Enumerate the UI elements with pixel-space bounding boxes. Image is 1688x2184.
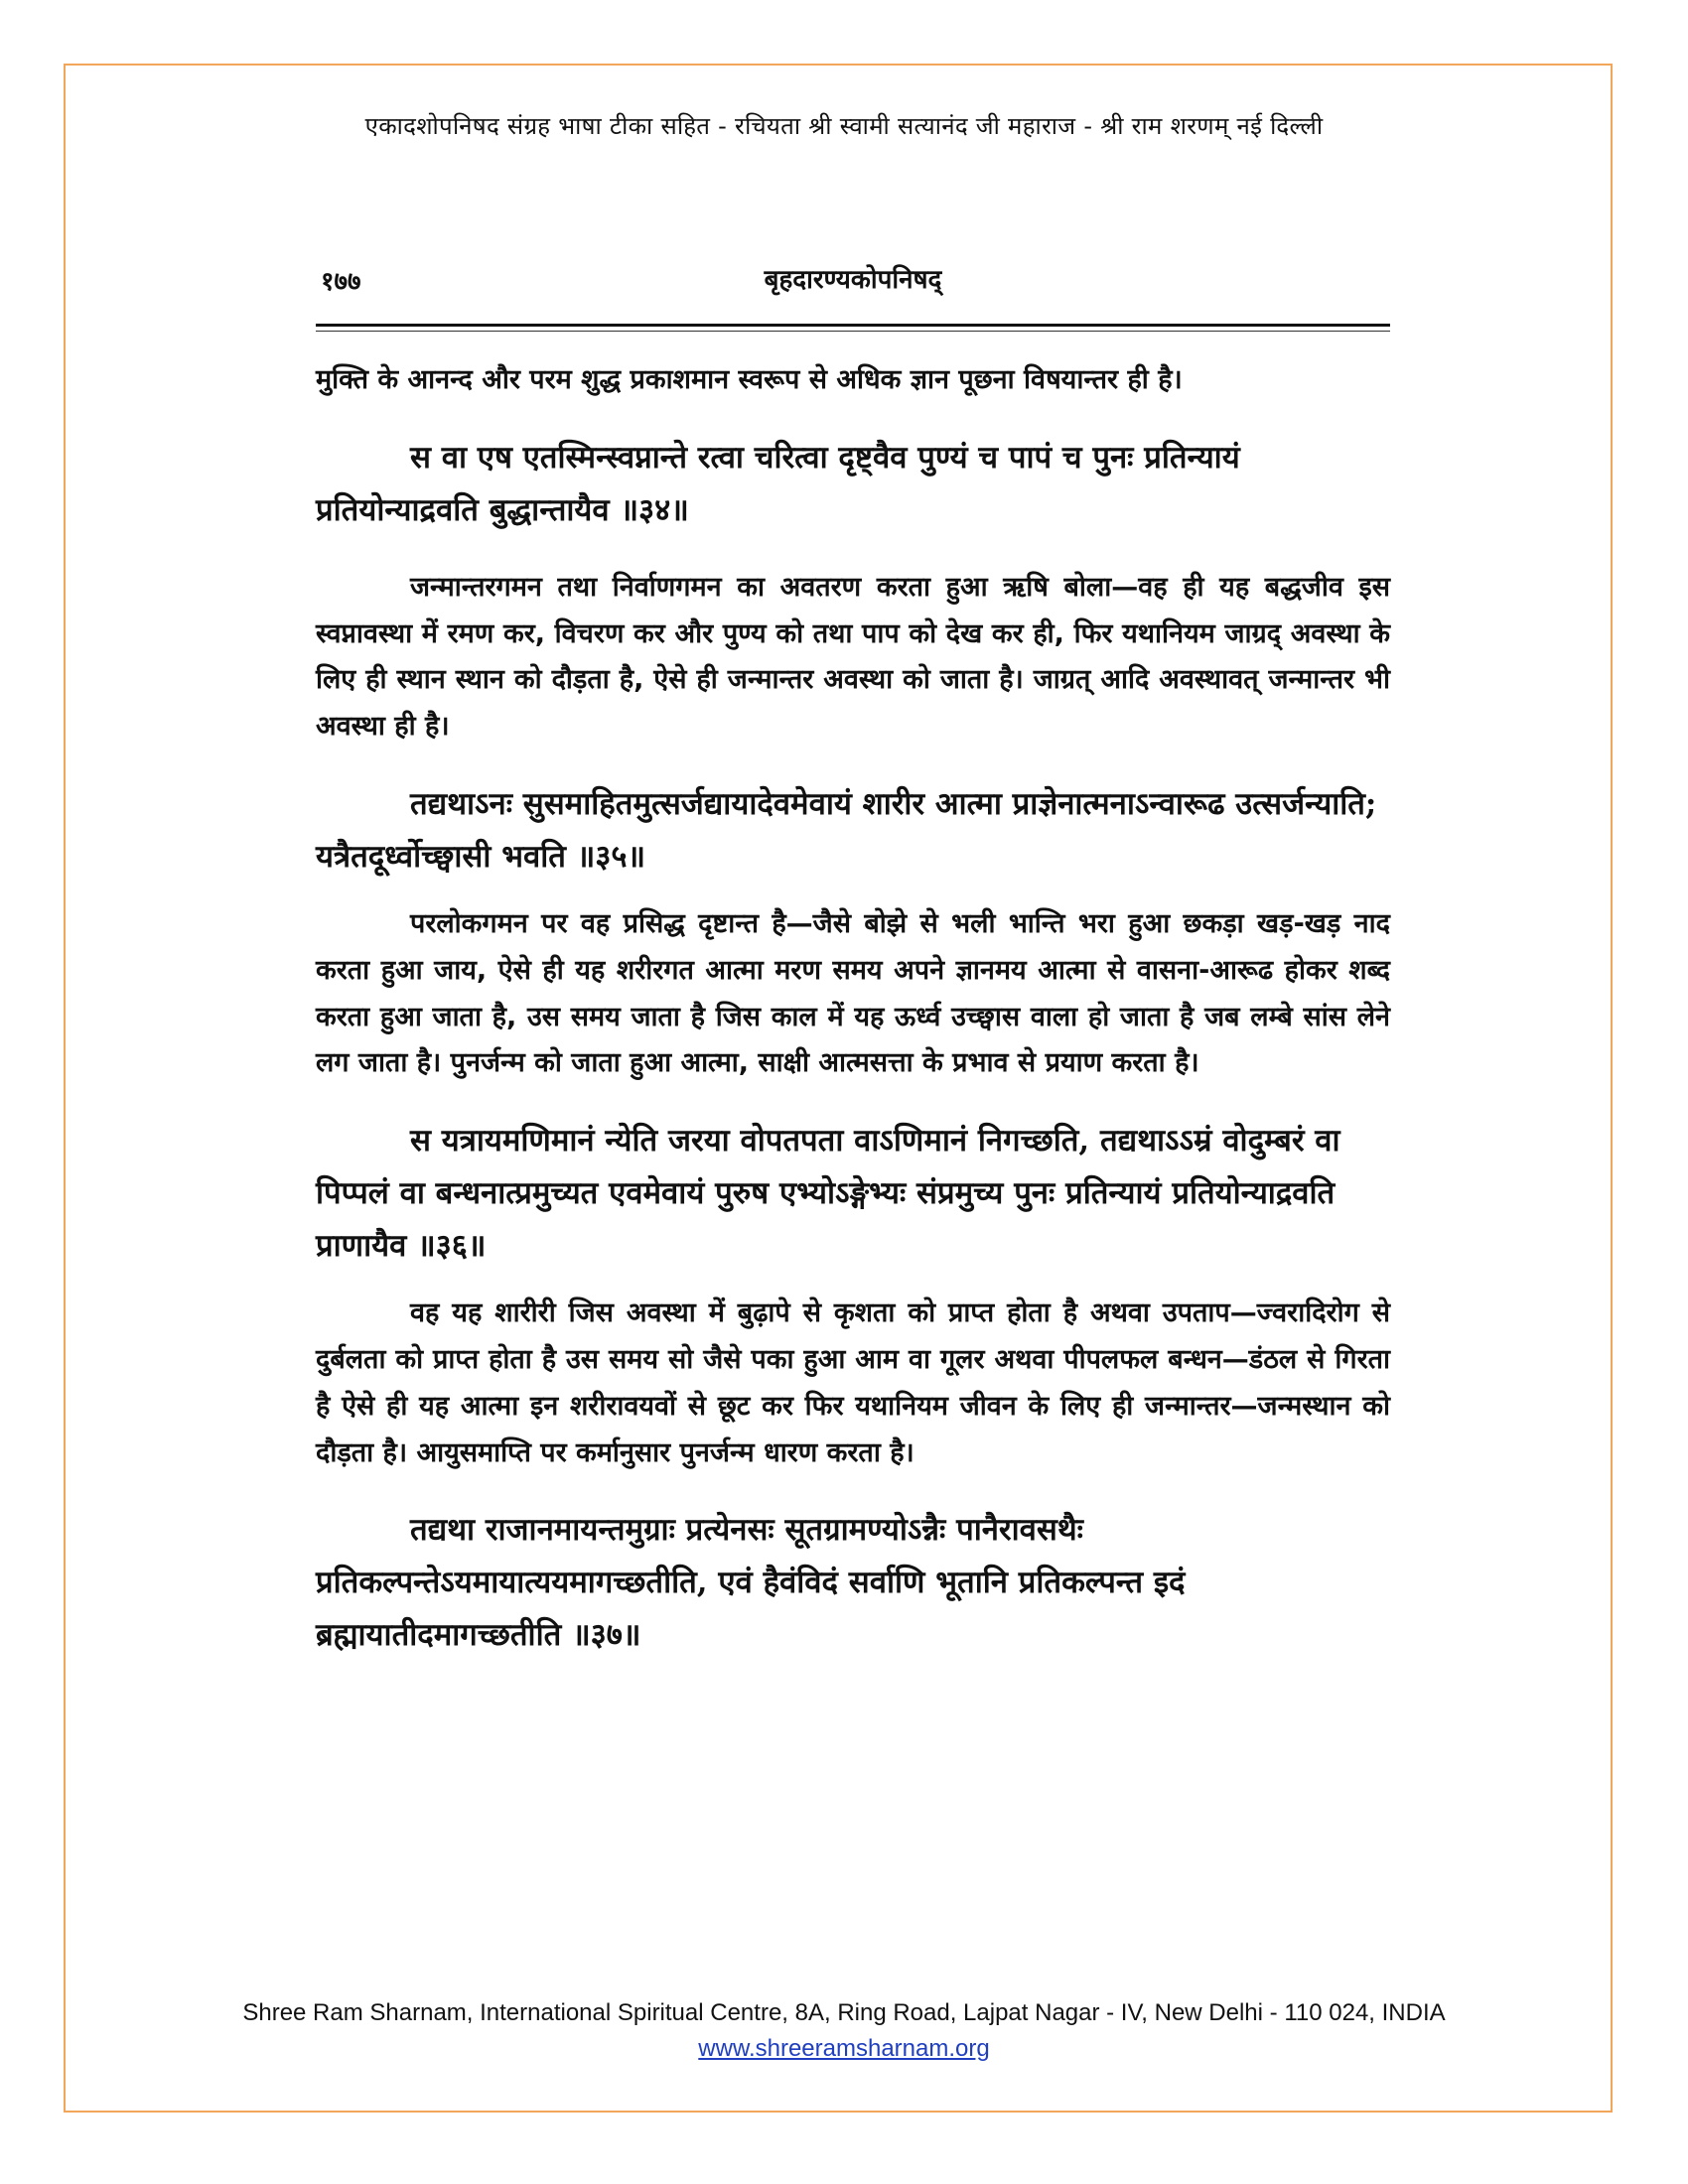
website-link[interactable]: www.shreeramsharnam.org (698, 2035, 990, 2062)
page-number: १७७ (321, 267, 361, 297)
commentary-paragraph: मुक्ति के आनन्द और परम शुद्ध प्रकाशमान स्वरूप से अधिक ज्ञान पूछना विषयान्तर ही है। (316, 364, 1183, 395)
footer-address: Shree Ram Sharnam, International Spiritual Centre, 8A, Ring Road, Lajpat Nagar - IV, New Delhi - 110 024, INDIA (242, 1999, 1446, 2026)
sanskrit-verse: तद्यथा राजानमायन्तमुग्राः प्रत्येनसः सूतग्रामण्योऽन्नैः पानैरावसथैः प्रतिकल्पन्तेऽयमायात्ययमागच्छतीति, एवं हैवंविदं सर्वाणि भूतानि प्रतिकल्पन्त इदं ब्रह्मायातीदमागच्छतीति ॥३७॥ (316, 1512, 1186, 1654)
document-header: एकादशोपनिषद संग्रह भाषा टीका सहित - रचियता श्री स्वामी सत्यानंद जी महाराज - श्री राम शरणम् नई दिल्ली (364, 112, 1324, 140)
running-head (316, 254, 1390, 304)
sanskrit-verse: स यत्रायमणिमानं न्येति जरया वोपतपता वाऽणिमानं निगच्छति, तद्यथाऽऽम्रं वोदुम्बरं वा पिप्पलं वा बन्धनात्प्रमुच्यत एवमेवायं पुरुष एभ्योऽङ्गेभ्यः संप्रमुच्य पुनः प्रतिन्यायं प्रतियोन्याद्रवति प्राणायैव ॥३६॥ (316, 1123, 1340, 1265)
header-rule (316, 324, 1390, 327)
commentary-paragraph: परलोकगमन पर वह प्रसिद्ध दृष्टान्त है—जैसे बोझे से भली भान्ति भरा हुआ छकड़ा खड़-खड़ नाद करता हुआ जाय, ऐसे ही यह शरीरगत आत्मा मरण समय अपने ज्ञानमय आत्मा से वासना-आरूढ होकर शब्द करता हुआ जाता है, उस समय जाता है जिस काल में यह ऊर्ध्व उच्छ्वास वाला हो जाता है जब लम्बे सांस लेने लग जाता है। पुनर्जन्म को जाता हुआ आत्मा, साक्षी आत्मसत्ता के प्रभाव से प्रयाण करता है। (316, 907, 1390, 1079)
sanskrit-verse: तद्यथाऽनः सुसमाहितमुत्सर्जद्यायादेवमेवायं शारीर आत्मा प्राज्ञेनात्मनाऽन्वारूढ उत्सर्जन्याति; यत्रैतदूर्ध्वोच्छ्वासी भवति ॥३५॥ (316, 785, 1377, 875)
sanskrit-verse: स वा एष एतस्मिन्स्वप्नान्ते रत्वा चरित्वा दृष्ट्वैव पुण्यं च पापं च पुनः प्रतिन्यायं प्रतियोन्याद्रवति बुद्धान्तायैव ॥३४॥ (316, 439, 1240, 528)
scanned-page (316, 254, 1390, 1662)
running-title: बृहदारण्यकोपनिषद् (764, 265, 942, 295)
commentary-paragraph: वह यह शारीरी जिस अवस्था में बुढ़ापे से कृशता को प्राप्त होता है अथवा उपताप—ज्वरादिरोग से दुर्बलता को प्राप्त होता है उस समय सो जैसे पका हुआ आम वा गूलर अथवा पीपलफल बन्धन—डंठल से गिरता है ऐसे ही यह आत्मा इन शरीरावयवों से छूट कर फिर यथानियम जीवन के लिए ही जन्मान्तर—जन्मस्थान को दौड़ता है। आयुसमाप्ति पर कर्मानुसार पुनर्जन्म धारण करता है। (316, 1297, 1390, 1468)
document-footer (0, 1999, 1688, 2063)
commentary-paragraph: जन्मान्तरगमन तथा निर्वाणगमन का अवतरण करता हुआ ऋषि बोला—वह ही यह बद्धजीव इस स्वप्नावस्था में रमण कर, विचरण कर और पुण्य को तथा पाप को देख कर ही, फिर यथानियम जाग्रद् अवस्था के लिए ही स्थान स्थान को दौड़ता है, ऐसे ही जन्मान्तर अवस्था को जाता है। जाग्रत् आदि अवस्थावत् जन्मान्तर भी अवस्था ही है। (316, 571, 1390, 743)
